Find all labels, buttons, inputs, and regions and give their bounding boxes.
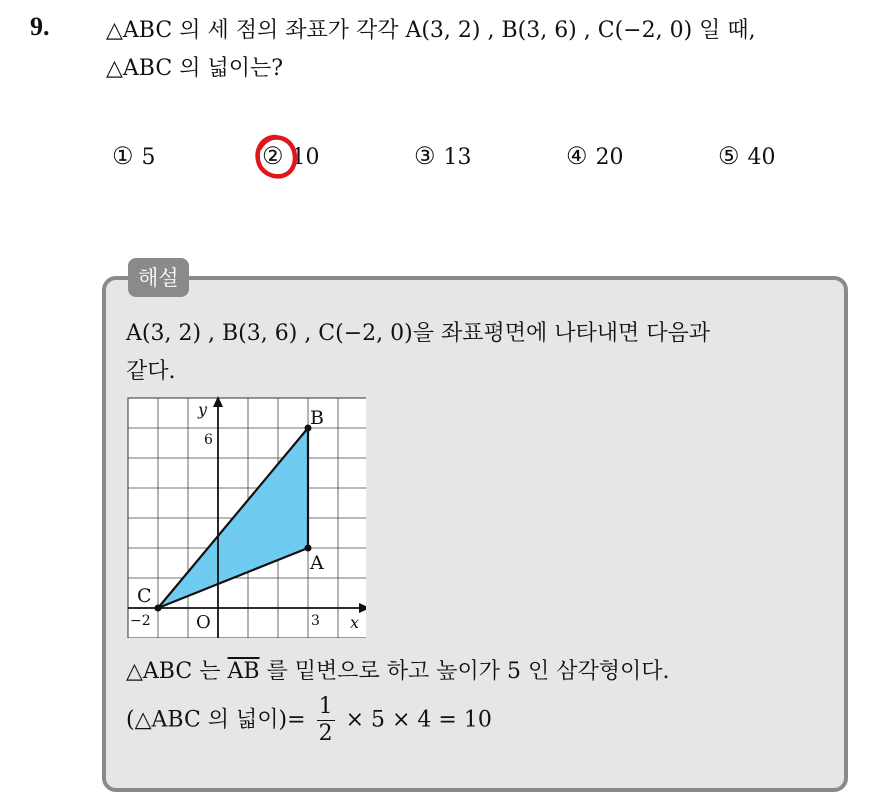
solution-line-2: 같다. (126, 359, 176, 384)
solution-line-1: A(3, 2) , B(3, 6) , C(−2, 0)을 좌표평면에 나타내면 다음과 (126, 321, 710, 346)
label-origin: O (196, 612, 211, 633)
solution-label: 해설 (128, 258, 189, 297)
question-number: 9. (30, 12, 50, 41)
label-axis-x: x (350, 613, 360, 632)
coordinate-graph (126, 396, 366, 638)
fraction-denominator: 2 (318, 721, 333, 746)
label-point-c: C (137, 585, 152, 607)
choice-number: ③ (414, 142, 436, 170)
tick-label-x-neg2: −2 (130, 613, 151, 629)
label-point-a: A (310, 552, 324, 574)
choice-1[interactable] (112, 142, 156, 170)
choice-value: 40 (747, 145, 776, 170)
solution-line-4 (126, 694, 492, 747)
label-point-b: B (310, 407, 324, 429)
area-label: (△ABC 의 넓이)= (126, 707, 306, 733)
segment-ab: $\overline{AB}$ (227, 659, 260, 684)
choice-number: ② (262, 142, 284, 170)
choice-value: 13 (443, 145, 472, 170)
line3-post: 를 밑변으로 하고 높이가 5 인 삼각형이다. (266, 659, 670, 684)
choice-value: 5 (141, 145, 156, 170)
choice-number: ① (112, 142, 134, 170)
solution-line-3 (126, 654, 670, 685)
point-a (305, 545, 312, 552)
question-text-line-2: △ABC 의 넓이는? (106, 56, 284, 81)
choice-3[interactable] (414, 142, 472, 170)
choice-value: 20 (595, 145, 624, 170)
tick-label-x-3: 3 (311, 613, 320, 629)
line3-pre: △ABC 는 (126, 659, 221, 684)
fraction-numerator: 1 (318, 694, 333, 719)
choice-5[interactable] (718, 142, 776, 170)
answer-circle-mark (252, 132, 300, 182)
area-calculation: × 5 × 4 = 10 (345, 707, 492, 733)
question-text-line-1: △ABC 의 세 점의 좌표가 각각 A(3, 2) , B(3, 6) , C(−2, 0) 일 때, (106, 18, 756, 43)
choice-4[interactable] (566, 142, 624, 170)
point-c (155, 605, 162, 612)
choice-number: ⑤ (718, 142, 740, 170)
choice-number: ④ (566, 142, 588, 170)
label-axis-y: y (198, 400, 208, 419)
tick-label-y-6: 6 (204, 432, 213, 448)
fraction-one-half (317, 694, 335, 747)
choice-value: 10 (291, 145, 320, 170)
